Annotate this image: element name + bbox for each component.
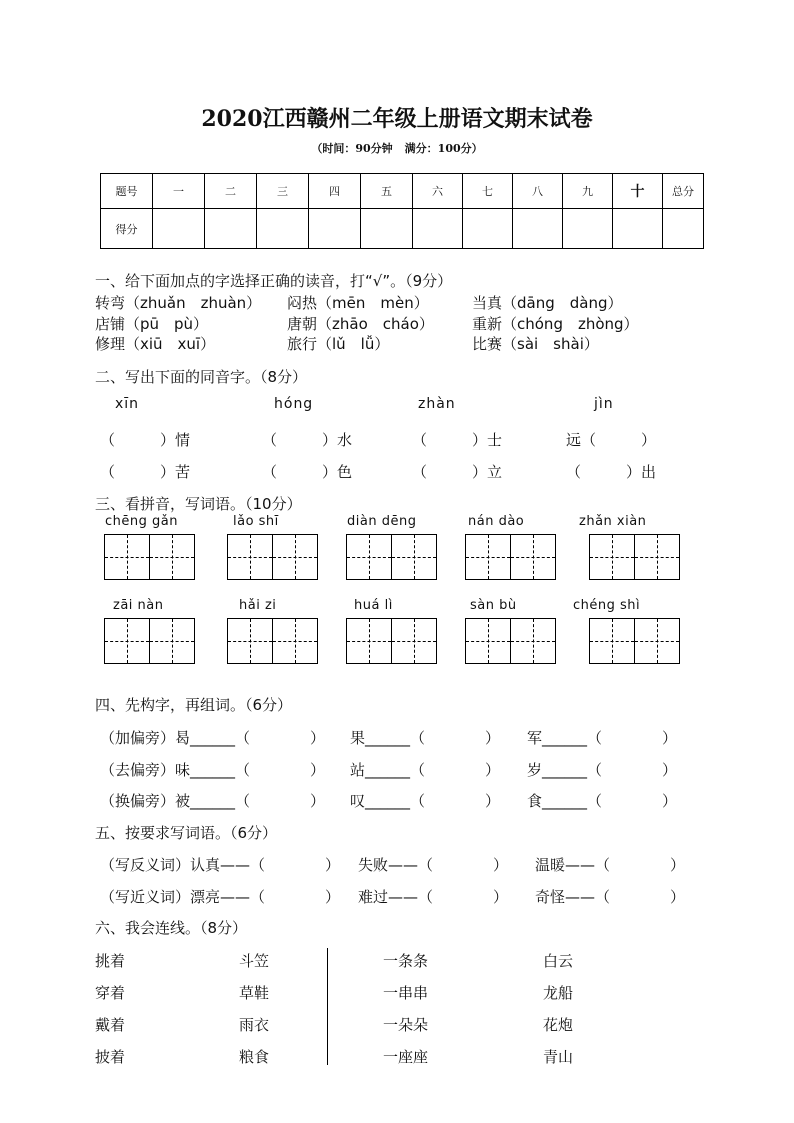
q1-item[interactable]: 旅行（lǔ lǚ） — [287, 335, 390, 353]
q2-blank[interactable]: （ ）水 — [262, 431, 353, 449]
match-item[interactable]: 草鞋 — [239, 984, 270, 1002]
col-1: 一 — [153, 174, 205, 209]
score-table-score-row — [101, 209, 704, 249]
match-item[interactable]: 花炮 — [543, 1016, 574, 1034]
q2-blank[interactable]: （ ）立 — [412, 463, 503, 481]
score-cell[interactable] — [413, 209, 463, 249]
full-score: 满分：100分） — [404, 142, 483, 155]
q3-pinyin: nán dào — [468, 514, 525, 529]
score-label: 得分 — [101, 209, 153, 249]
q5-heading: 五、按要求写词语。（6分） — [95, 824, 278, 842]
match-item[interactable]: 披着 — [95, 1048, 126, 1066]
match-item[interactable]: 挑着 — [95, 952, 126, 970]
match-item[interactable]: 雨衣 — [239, 1016, 270, 1034]
q3-pinyin: zhǎn xiàn — [579, 514, 647, 529]
q4-blank[interactable]: （去偏旁）味______（ ） — [100, 761, 326, 779]
col-7: 七 — [463, 174, 513, 209]
score-cell[interactable] — [153, 209, 205, 249]
q2-heading: 二、写出下面的同音字。（8分） — [95, 368, 308, 386]
q2-blank[interactable]: （ ）色 — [262, 463, 353, 481]
q2-pinyin: zhàn — [418, 396, 456, 412]
col-9: 九 — [563, 174, 613, 209]
q4-blank[interactable]: 果______（ ） — [350, 729, 501, 747]
q6-heading: 六、我会连线。（8分） — [95, 919, 248, 937]
q3-pinyin: zāi nàn — [113, 598, 164, 613]
q4-blank[interactable]: 食______（ ） — [527, 792, 678, 810]
q4-heading: 四、先构字，再组词。（6分） — [95, 696, 293, 714]
q1-item[interactable]: 重新（chóng zhòng） — [472, 315, 639, 333]
q4-blank[interactable]: （换偏旁）被______（ ） — [100, 792, 326, 810]
q2-blank[interactable]: （ ）出 — [566, 463, 657, 481]
score-cell[interactable] — [361, 209, 413, 249]
q5-blank[interactable]: 奇怪——（ ） — [535, 888, 686, 906]
col-8: 八 — [513, 174, 563, 209]
match-item[interactable]: 一朵朵 — [383, 1016, 429, 1034]
exam-info — [0, 140, 794, 156]
q3-pinyin: sàn bù — [470, 598, 517, 613]
q5-blank[interactable]: 失败——（ ） — [358, 856, 509, 874]
match-item[interactable]: 粮食 — [239, 1048, 270, 1066]
page-title: 2020江西赣州二年级上册语文期末试卷 — [201, 106, 593, 132]
q1-item[interactable]: 当真（dāng dàng） — [472, 294, 623, 312]
q4-blank[interactable]: （加偏旁）曷______（ ） — [100, 729, 326, 747]
match-item[interactable]: 斗笠 — [239, 952, 270, 970]
score-table — [100, 173, 704, 249]
match-item[interactable]: 龙船 — [543, 984, 574, 1002]
q2-pinyin: hóng — [274, 396, 314, 412]
col-total: 总分 — [663, 174, 704, 209]
col-4: 四 — [309, 174, 361, 209]
q4-blank[interactable]: 岁______（ ） — [527, 761, 678, 779]
q1-item[interactable]: 修理（xiū xuī） — [95, 335, 216, 353]
score-cell[interactable] — [309, 209, 361, 249]
q2-blank[interactable]: （ ）苦 — [100, 463, 191, 481]
q3-pinyin: hǎi zi — [239, 598, 277, 613]
score-cell[interactable] — [513, 209, 563, 249]
score-table-header-row — [101, 174, 704, 209]
q2-blank[interactable]: 远（ ） — [566, 431, 657, 449]
q3-heading: 三、看拼音，写词语。（10分） — [95, 495, 302, 513]
q1-heading: 一、给下面加点的字选择正确的读音，打“√”。（9分） — [95, 272, 453, 290]
score-cell[interactable] — [463, 209, 513, 249]
q4-blank[interactable]: 叹______（ ） — [350, 792, 501, 810]
q1-item[interactable]: 店铺（pū pù） — [95, 315, 209, 333]
q5-blank[interactable]: （写近义词）漂亮——（ ） — [100, 888, 341, 906]
score-cell[interactable] — [257, 209, 309, 249]
q1-item[interactable]: 转弯（zhuǎn zhuàn） — [95, 294, 262, 312]
match-item[interactable]: 一串串 — [383, 984, 429, 1002]
col-10: 十 — [613, 174, 663, 209]
match-item[interactable]: 穿着 — [95, 984, 126, 1002]
match-item[interactable]: 一条条 — [383, 952, 429, 970]
q2-pinyin: xīn — [115, 396, 140, 412]
q3-pinyin: diàn dēng — [347, 514, 417, 529]
score-cell[interactable] — [205, 209, 257, 249]
q3-pinyin: chēng gǎn — [105, 514, 178, 529]
q2-blank[interactable]: （ ）士 — [412, 431, 503, 449]
match-item[interactable]: 白云 — [543, 952, 574, 970]
q1-item[interactable]: 闷热（mēn mèn） — [287, 294, 429, 312]
q5-blank[interactable]: 难过——（ ） — [358, 888, 509, 906]
col-6: 六 — [413, 174, 463, 209]
q2-pinyin: jìn — [594, 396, 614, 412]
question-number-label: 题号 — [101, 174, 153, 209]
q3-pinyin: huá lì — [354, 598, 393, 613]
score-cell[interactable] — [663, 209, 704, 249]
time-limit: （时间：90分钟 — [311, 142, 393, 155]
col-3: 三 — [257, 174, 309, 209]
q4-blank[interactable]: 军______（ ） — [527, 729, 678, 747]
col-2: 二 — [205, 174, 257, 209]
match-item[interactable]: 青山 — [543, 1048, 574, 1066]
divider — [327, 948, 328, 1065]
score-cell[interactable] — [613, 209, 663, 249]
match-item[interactable]: 戴着 — [95, 1016, 126, 1034]
score-cell[interactable] — [563, 209, 613, 249]
q5-blank[interactable]: （写反义词）认真——（ ） — [100, 856, 341, 874]
q4-blank[interactable]: 站______（ ） — [350, 761, 501, 779]
col-5: 五 — [361, 174, 413, 209]
q1-item[interactable]: 唐朝（zhāo cháo） — [287, 315, 434, 333]
q5-blank[interactable]: 温暖——（ ） — [535, 856, 686, 874]
q3-pinyin: chéng shì — [573, 598, 641, 613]
q1-item[interactable]: 比赛（sài shài） — [472, 335, 599, 353]
q2-blank[interactable]: （ ）情 — [100, 431, 191, 449]
match-item[interactable]: 一座座 — [383, 1048, 429, 1066]
q3-pinyin: lǎo shī — [233, 514, 279, 529]
